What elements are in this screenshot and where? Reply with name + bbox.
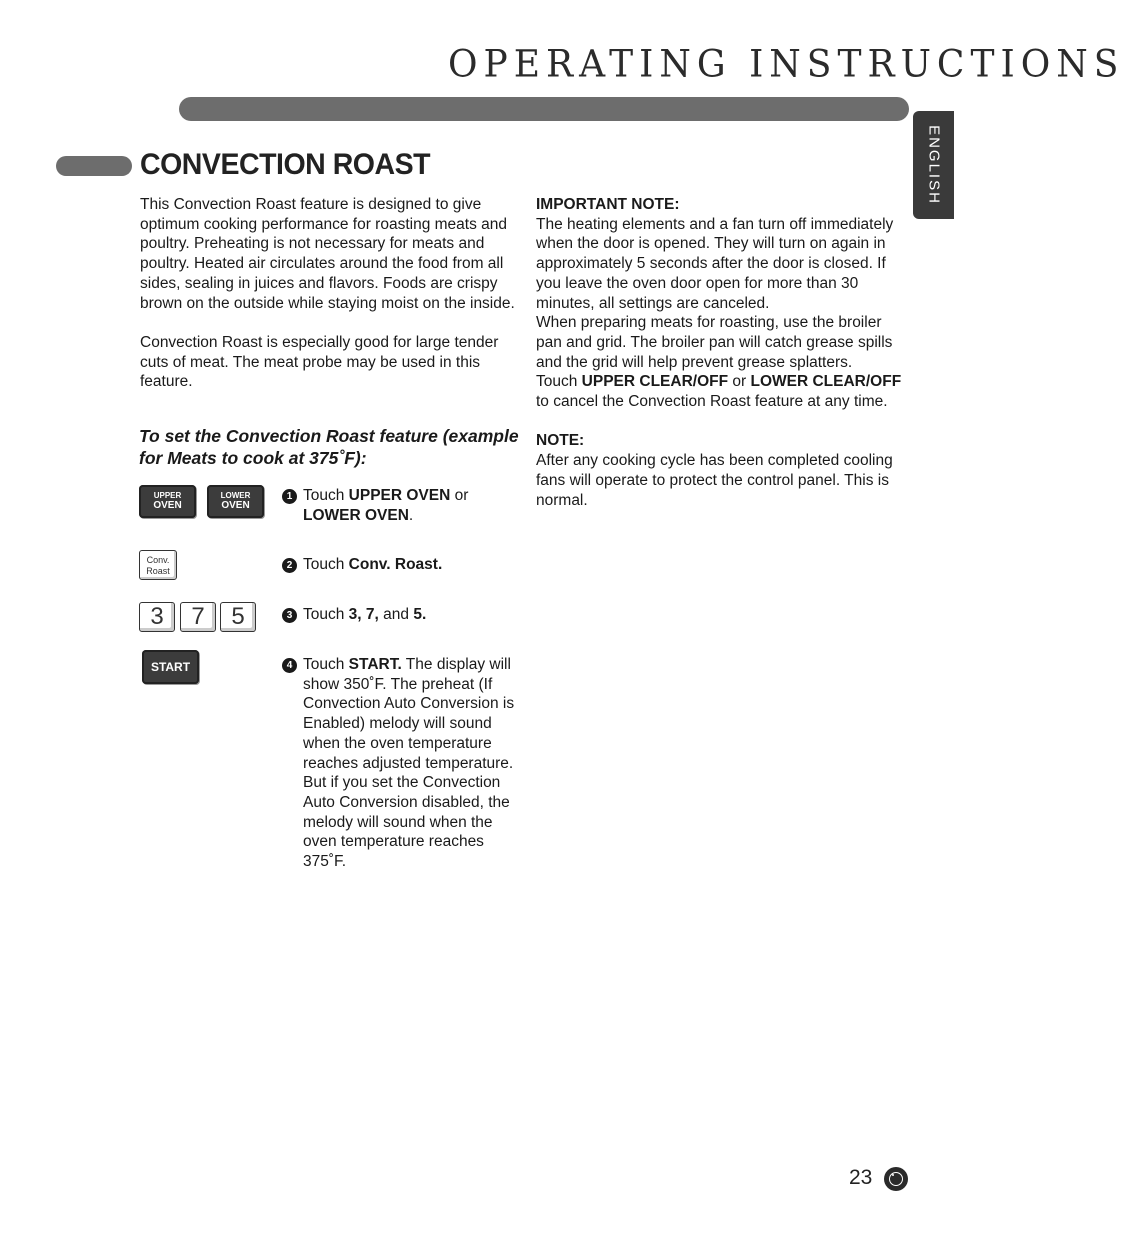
header-bar [179,97,909,121]
step-number: 3 [282,608,297,623]
step-text: Touch Conv. Roast. [303,556,443,573]
language-tab [913,111,954,219]
step-text: Touch 3, 7, and 5. [303,606,427,623]
step-text: Touch UPPER OVEN or LOWER OVEN. [303,487,469,524]
language-tab-label: ENGLISH [925,125,942,205]
intro-column [140,195,515,412]
conv-roast-button-label: Conv. [146,555,170,565]
digit-key-image: 5 [220,602,256,632]
upper-oven-button-image [139,485,196,518]
section-title: CONVECTION ROAST [140,148,431,181]
lower-oven-button-image [207,485,264,518]
start-button-image: START [142,650,199,684]
important-note-text: When preparing meats for roasting, use the broiler pan and grid. The broiler pan will catch grease spills and the grid will help prevent grease splatters. [536,314,893,371]
intro-paragraph: Convection Roast is especially good for large tender cuts of meat. The meat probe may be used in this feature. [140,333,499,391]
step-item [282,486,517,525]
step-item [282,555,517,575]
step-number: 2 [282,558,297,573]
lower-oven-button-label: OVEN [221,500,250,511]
lower-oven-button-label: LOWER [220,491,251,500]
upper-oven-button-label: UPPER [153,491,182,500]
intro-paragraph: This Convection Roast feature is designed to give optimum cooking performance for roasting meats and poultry. Preheating is not necessary for meats and poultry. Heated air circulates around the food from all sides, sealing in juices and flavors. Foods are crispy brown on the outside while staying moist on the inside. [140,196,515,312]
lg-logo-icon [884,1167,908,1191]
conv-roast-button-image [139,550,177,580]
instructions-subheading: To set the Convection Roast feature (example for Meats to cook at 375˚F): [139,426,519,468]
important-note-heading: IMPORTANT NOTE: [536,196,680,213]
page-header-title: OPERATING INSTRUCTIONS [448,42,1124,87]
upper-oven-button-label: OVEN [153,500,182,511]
step-item [282,605,517,625]
section-marker [56,156,132,176]
notes-column [536,195,908,510]
conv-roast-button-label: Roast [146,566,170,576]
cancel-instruction: Touch UPPER CLEAR/OFF or LOWER CLEAR/OFF to cancel the Convection Roast feature at any time. [536,373,902,411]
note-heading: NOTE: [536,432,585,450]
step-number: 4 [282,658,297,673]
important-note-text: The heating elements and a fan turn off immediately when the door is opened. They will turn on again in approximately 5 seconds after the door is closed. If you leave the oven door open for more than 30 minutes, all settings are canceled. [536,215,894,312]
digit-key-image: 3 [139,602,175,632]
step-item [282,655,517,872]
note-text: After any cooking cycle has been completed cooling fans will operate to protect the control panel. This is normal. [536,452,893,509]
step-number: 1 [282,489,297,504]
digit-key-image: 7 [180,602,216,632]
page-number: 23 [849,1166,873,1189]
step-text: Touch START. The display will show 350˚F. The preheat (If Convection Auto Conversion is Enabled) melody will sound when the oven temperature reaches adjusted temperature. But if you set the Convection Auto Conversion disabled, the melody will sound when the oven temperature reaches 375˚F. [303,656,515,871]
